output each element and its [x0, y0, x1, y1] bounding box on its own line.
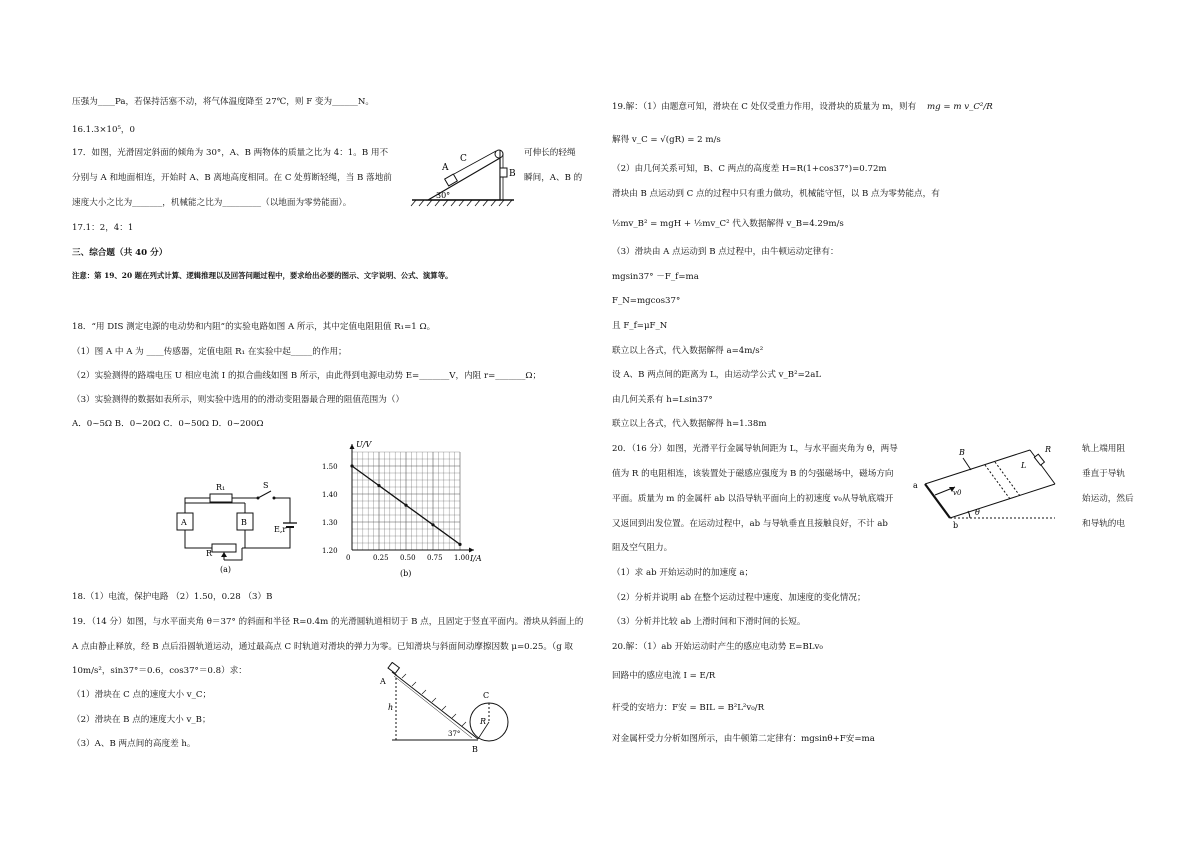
chart-ylabel: U/V: [356, 440, 372, 449]
q20-line2-right: 垂直于导轨: [1082, 469, 1125, 479]
a20-force: 杆受的安培力：F安 = BIL = B²L²v₀/R: [612, 703, 765, 713]
fig19-label-c: C: [483, 691, 490, 700]
chart-ticks: [322, 463, 470, 562]
q18-part3: （3）实验测得的数据如表所示，则实验中选用的的滑动变阻器最合理的阻值范围为（）: [72, 395, 405, 405]
a20-current: 回路中的感应电流 I = E/R: [612, 671, 716, 681]
a19-line8: F_N=mgcos37°: [612, 296, 681, 306]
q20-line5: 阻及空气阻力。: [612, 543, 673, 553]
x-axis-arrow: [469, 548, 474, 553]
fig17-label-a: A: [442, 163, 449, 173]
fig18a-label-a: A: [181, 518, 187, 527]
x-tick-label: 0.25: [373, 554, 389, 562]
fig17-label-b: B: [509, 169, 516, 179]
a19-line3: （2）由几何关系可知，B、C 两点的高度差 H=R(1+cos37°)=0.72m: [612, 164, 887, 174]
fig20-label-b-field: B: [959, 448, 965, 457]
q20-line4: 又返回到出发位置。在运动过程中，ab 与导轨垂直且接触良好，不计 ab: [612, 519, 888, 529]
fig20-label-theta: θ: [975, 508, 980, 517]
a19-line9: 且 F_f=μF_N: [612, 321, 668, 331]
fig18a-label-s: S: [263, 481, 269, 490]
q20-sub2: （2）分析并说明 ab 在整个运动过程中速度、加速度的变化情况；: [612, 593, 866, 603]
data-point: [458, 543, 461, 546]
q20-line1: 20．（16 分）如图，光滑平行金属导轨间距为 L，与水平面夹角为 θ，两导: [612, 444, 898, 454]
fig18a-label-er: E,r: [274, 525, 287, 534]
q18-stem: 18．“用 DIS 测定电源的电动势和内阻”的实验电路如图 A 所示，其中定值电阻阻值 R₁=1 Ω。: [72, 322, 436, 332]
figure-18b-chart: [320, 438, 500, 580]
fig20-label-b-end: b: [953, 521, 959, 530]
q20-line2: 值为 R 的电阻相连，该装置处于磁感应强度为 B 的匀强磁场中，磁场方向: [612, 469, 894, 479]
fig19-label-a: A: [380, 677, 386, 686]
q17-line2: 分别与 A 和地面相连，开始时 A、B 离地高度相同。在 C 处剪断轻绳，当 B 落地前: [72, 173, 392, 183]
figure-20-rails: [905, 440, 1070, 530]
q19-sub1: （1）滑块在 C 点的速度大小 v_C；: [72, 690, 212, 700]
fig17-label-angle: 30°: [436, 191, 451, 200]
q16-tail: 压强为____Pa，若保持活塞不动，将气体温度降至 27℃，则 F 变为______N。: [72, 97, 374, 107]
q19-sub3: （3）A、B 两点间的高度差 h。: [72, 739, 196, 749]
q18-part1: （1）图 A 中 A 为 ____传感器，定值电阻 R₁ 在实验中起_____的作用；: [72, 347, 347, 357]
fig20-label-v0: v0: [953, 489, 962, 497]
q17-line1-right: 可伸长的轻绳: [524, 148, 576, 158]
q19-line3: 10m/s²，sin37°＝0.6，cos37°＝0.8）求：: [72, 666, 247, 676]
fig19-label-angle: 37°: [448, 730, 461, 738]
y-tick-label: 1.40: [322, 491, 338, 499]
a20-line1: 20.解：（1）ab 开始运动时产生的感应电动势 E=BLv₀: [612, 642, 823, 652]
a19-line6: （3）滑块由 A 点运动到 B 点过程中，由牛顿运动定律有：: [612, 247, 839, 257]
q20-line1-right: 轨上端用阻: [1082, 444, 1125, 454]
figure-18a-circuit: [170, 478, 300, 578]
data-point: [431, 523, 434, 526]
a19-energy-eq: ½mv_B² = mgH + ½mv_C² 代入数据解得 v_B=4.29m/s: [612, 219, 844, 229]
q19-line1: 19．（14 分）如图，与水平面夹角 θ＝37° 的斜面和半径 R=0.4m 的光滑圆轨道相切于 B 点，且固定于竖直平面内。滑块从斜面上的: [72, 617, 584, 627]
data-point: [404, 504, 407, 507]
a19-line11: 设 A、B 两点间的距离为 L，由运动学公式 v_B²=2aL: [612, 370, 822, 380]
q17-line1: 17．如图，光滑固定斜面的倾角为 30°，A、B 两物体的质量之比为 4：1。B 用不: [72, 148, 389, 158]
x-tick-label: 1.00: [454, 554, 470, 562]
q20-line3: 平面。质量为 m 的金属杆 ab 以沿导轨平面向上的初速度 v₀从导轨底端开: [612, 494, 894, 504]
x-tick-label: 0.75: [427, 554, 443, 562]
fig18a-label-r: R: [206, 549, 213, 558]
chart-xlabel: I/A: [470, 554, 482, 563]
a19-line10: 联立以上各式，代入数据解得 a=4m/s²: [612, 346, 764, 356]
q19-sub2: （2）滑块在 B 点的速度大小 v_B；: [72, 715, 211, 725]
a20-newton: 对金属杆受力分析如图所示，由牛顿第二定律有：mgsinθ+F安=ma: [612, 734, 875, 744]
fig17-label-c: C: [460, 154, 467, 164]
y-axis-arrow: [350, 444, 355, 449]
a19-vc: 解得 v_C = √(gR) = 2 m/s: [612, 135, 721, 145]
fig18a-caption: (a): [220, 565, 232, 574]
fig18b-caption: (b): [400, 569, 412, 578]
a19-line12: 由几何关系有 h=Lsin37°: [612, 395, 713, 405]
a19-line4: 滑块由 B 点运动到 C 点的过程中只有重力做功，机械能守恒，以 B 点为零势能点，有: [612, 189, 940, 199]
q20-sub1: （1）求 ab 开始运动时的加速度 a；: [612, 568, 754, 578]
y-tick-label: 1.50: [322, 463, 338, 471]
fig20-label-l: L: [1021, 461, 1027, 470]
fig18a-label-r1: R₁: [216, 483, 226, 492]
fig20-label-r: R: [1045, 445, 1052, 454]
q20-line4-right: 和导轨的电: [1082, 519, 1125, 529]
a19-line13: 联立以上各式，代入数据解得 h=1.38m: [612, 419, 767, 429]
q19-line2: A 点由静止释放，经 B 点后沿圆轨道运动，通过最高点 C 时轨道对滑块的弹力为零。已知滑块与斜面间动摩擦因数 μ=0.25。（g 取: [72, 642, 574, 652]
q20-line3-right: 始运动，然后: [1082, 494, 1134, 504]
fig18a-label-b: B: [241, 518, 247, 527]
q18-part2: （2）实验测得的路端电压 U 相应电流 I 的拟合曲线如图 B 所示，由此得到电源电动势 E=_______V，内阻 r=_______Ω；: [72, 371, 542, 381]
q17-line2-right: 瞬间，A、B 的: [524, 173, 583, 183]
answer-17: 17.1：2，4：1: [72, 223, 134, 233]
a19-line7: mgsin37° －F_f=ma: [612, 272, 699, 282]
fig19-label-r: R: [480, 717, 487, 726]
data-point: [377, 484, 380, 487]
fig19-label-h: h: [388, 703, 394, 712]
q18-options: A．0~5Ω B．0~20Ω C．0~50Ω D．0~200Ω: [72, 419, 264, 429]
x-tick-label: 0.50: [400, 554, 416, 562]
x-tick-label: 0: [346, 554, 351, 562]
figure-17-incline: [408, 140, 518, 208]
a19-eq-mg: mg = m v_C²/R: [927, 102, 993, 112]
answer-16: 16.1.3×10⁵，0: [72, 125, 135, 135]
q20-sub3: （3）分析并比较 ab 上滑时间和下滑时间的长短。: [612, 617, 806, 627]
section-heading: 三、综合题（共 40 分）: [72, 248, 168, 258]
y-tick-label: 1.30: [322, 519, 338, 527]
section-note: 注意：第 19、20 题在列式计算、逻辑推理以及回答问题过程中，要求给出必要的图示、文字说明、公式、演算等。: [72, 271, 453, 280]
answer-18: 18.（1）电流，保护电路 （2）1.50，0.28 （3）B: [72, 592, 273, 602]
y-tick-label: 1.20: [322, 547, 338, 555]
q17-line3: 速度大小之比为_______，机械能之比为_________（以地面为零势能面）。: [72, 198, 352, 208]
data-point: [350, 464, 353, 467]
fig19-label-b: B: [472, 745, 478, 754]
chart-grid: [352, 452, 460, 550]
a19-line1: 19.解：（1）由题意可知，滑块在 C 处仅受重力作用，设滑块的质量为 m，则有: [612, 102, 917, 112]
fig20-label-a: a: [913, 481, 918, 490]
figure-19-track: [372, 662, 522, 758]
